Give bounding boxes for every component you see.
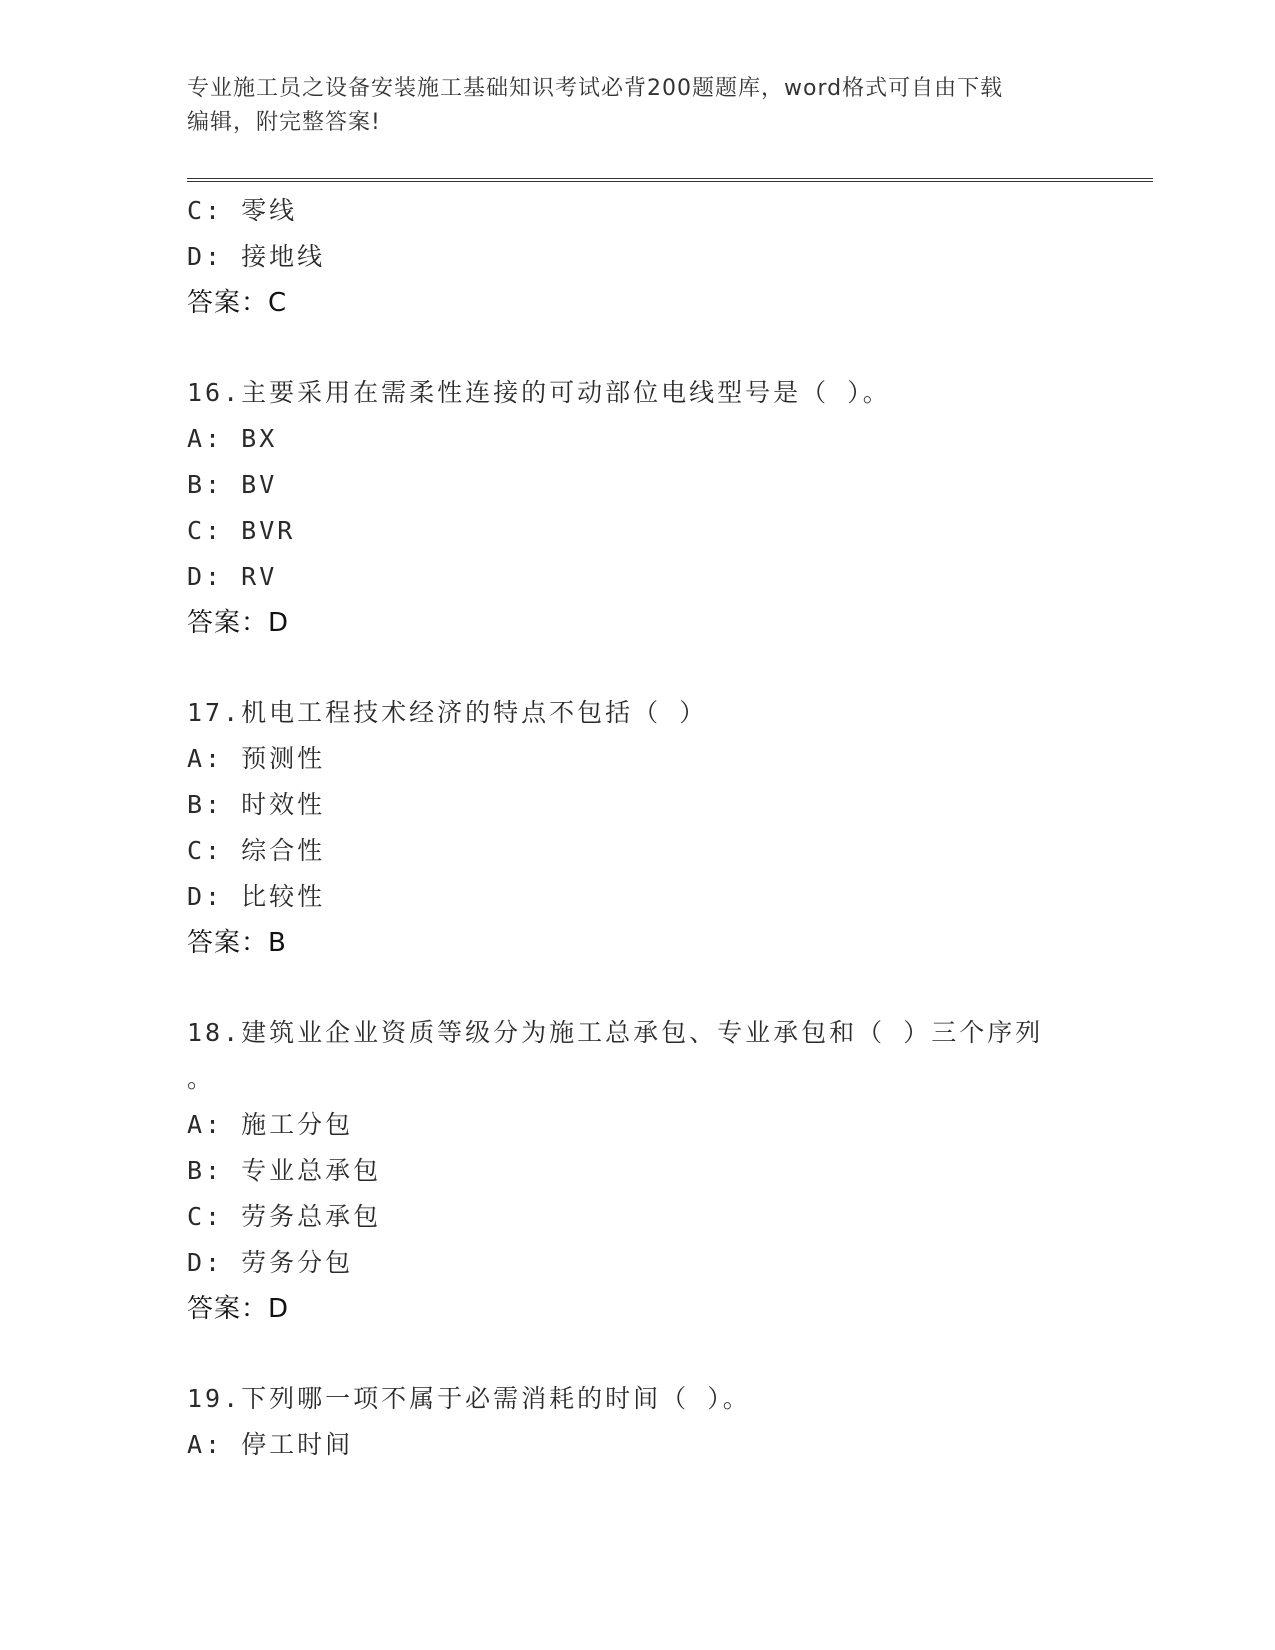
question-text: 19.下列哪一项不属于必需消耗的时间（ ）。	[187, 1384, 751, 1413]
option-c: C: BVR	[187, 516, 296, 545]
option-c: C: 综合性	[187, 836, 326, 865]
answer: 答案：B	[187, 928, 287, 958]
option-d: D: 比较性	[187, 882, 326, 911]
option-a: A: 施工分包	[187, 1110, 354, 1139]
answer: 答案：C	[187, 288, 288, 318]
option-c: C: 零线	[187, 196, 298, 225]
question-16	[187, 370, 1153, 646]
option-b: B: BV	[187, 470, 278, 499]
question-list	[187, 188, 1153, 1468]
option-d: D: 劳务分包	[187, 1248, 354, 1277]
question-text-continuation: 。	[187, 1064, 213, 1093]
option-b: B: 专业总承包	[187, 1156, 382, 1185]
option-a: A: 预测性	[187, 744, 326, 773]
question-19	[187, 1376, 1153, 1468]
answer: 答案：D	[187, 608, 290, 638]
spacer	[187, 1332, 1153, 1376]
header-divider	[187, 178, 1153, 182]
header-line-2: 编辑，附完整答案!	[187, 110, 381, 135]
question-17	[187, 690, 1153, 966]
option-b: B: 时效性	[187, 790, 326, 819]
option-c: C: 劳务总承包	[187, 1202, 382, 1231]
header-line-1: 专业施工员之设备安装施工基础知识考试必背200题题库，word格式可自由下载	[187, 76, 1004, 101]
option-a: A: BX	[187, 424, 278, 453]
spacer	[187, 966, 1153, 1010]
question-text: 18.建筑业企业资质等级分为施工总承包、专业承包和（ ）三个序列	[187, 1018, 1044, 1047]
answer: 答案：D	[187, 1294, 290, 1324]
spacer	[187, 326, 1153, 370]
question-text: 17.机电工程技术经济的特点不包括（ ）	[187, 698, 708, 727]
option-d: D: RV	[187, 562, 278, 591]
option-a: A: 停工时间	[187, 1430, 354, 1459]
question-text: 16.主要采用在需柔性连接的可动部位电线型号是（ ）。	[187, 378, 891, 407]
page-header	[187, 72, 1087, 140]
question-18	[187, 1010, 1153, 1332]
question-15-tail	[187, 188, 1153, 326]
spacer	[187, 646, 1153, 690]
option-d: D: 接地线	[187, 242, 326, 271]
